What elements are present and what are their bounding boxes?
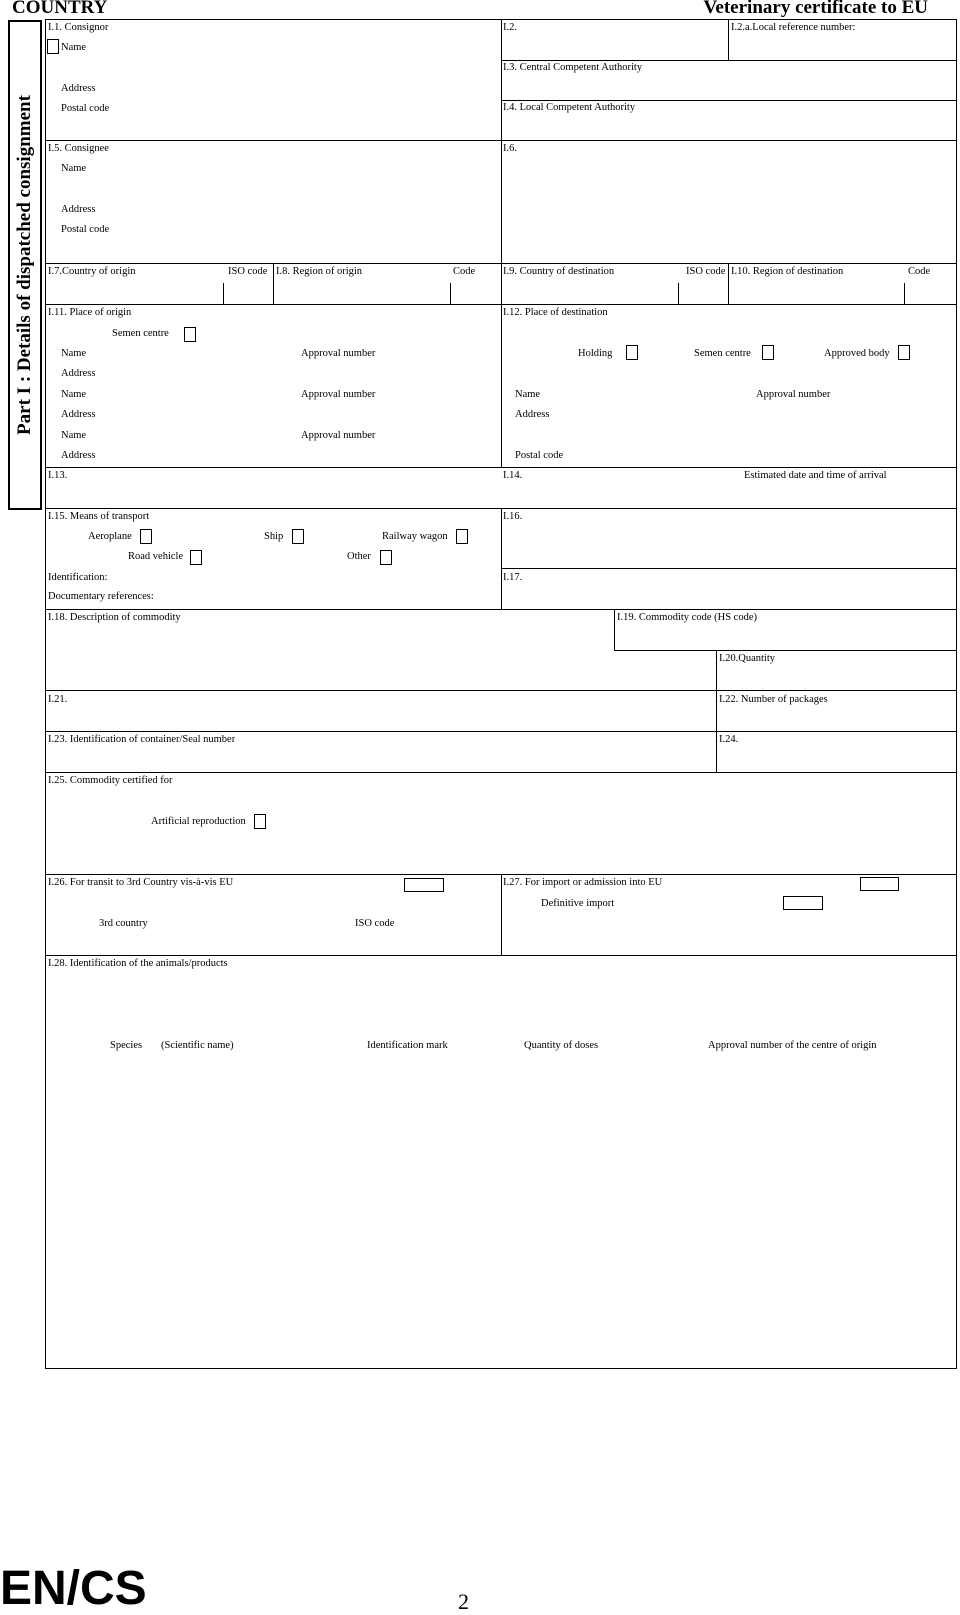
field-i27: I.27. For import or admission into EU	[503, 877, 663, 888]
transport-docs: Documentary references:	[48, 591, 154, 602]
field-i15: I.15. Means of transport	[48, 511, 150, 522]
rule-v	[273, 263, 274, 304]
rule-h	[45, 690, 957, 691]
transit-code-box[interactable]	[404, 878, 444, 892]
dest-name: Name	[515, 389, 541, 400]
field-i5: I.5. Consignee	[48, 143, 109, 154]
field-i6: I.6.	[503, 143, 517, 154]
transport-ship: Ship	[264, 531, 284, 542]
field-i10: I.10. Region of destination	[731, 266, 844, 277]
col-species: Species	[110, 1040, 143, 1051]
other-checkbox[interactable]	[380, 550, 392, 565]
part-label: Part I : Details of dispatched consignment	[14, 95, 35, 435]
rule-h	[45, 772, 957, 773]
field-i12: I.12. Place of destination	[503, 307, 608, 318]
field-i9-iso: ISO code	[686, 266, 726, 277]
consignor-postal: Postal code	[61, 103, 110, 114]
dest-body-checkbox[interactable]	[898, 345, 910, 360]
artificial-reproduction-checkbox[interactable]	[254, 814, 266, 829]
road-checkbox[interactable]	[190, 550, 202, 565]
origin-address-2: Address	[61, 409, 96, 420]
transport-other: Other	[347, 551, 371, 562]
origin-approval-3: Approval number	[301, 430, 376, 441]
dest-address: Address	[515, 409, 550, 420]
field-i21: I.21.	[48, 694, 68, 705]
rule-v	[501, 874, 502, 955]
origin-approval-1: Approval number	[301, 348, 376, 359]
dest-approval: Approval number	[756, 389, 831, 400]
transport-aeroplane: Aeroplane	[88, 531, 132, 542]
field-i20: I.20.Quantity	[719, 653, 775, 664]
field-i18: I.18. Description of commodity	[48, 612, 181, 623]
field-i26: I.26. For transit to 3rd Country vis-à-vis EU	[48, 877, 234, 888]
transit-iso-code: ISO code	[355, 918, 395, 929]
transport-identification: Identification:	[48, 572, 108, 583]
rule-h	[45, 731, 957, 732]
field-i7-iso: ISO code	[228, 266, 268, 277]
rule-v	[501, 19, 502, 467]
field-i14: I.14.	[503, 470, 523, 481]
rule-v	[501, 508, 502, 609]
field-i16: I.16.	[503, 511, 523, 522]
field-i28: I.28. Identification of the animals/products	[48, 958, 228, 969]
dest-semen-checkbox[interactable]	[762, 345, 774, 360]
railway-checkbox[interactable]	[456, 529, 468, 544]
rule-v	[716, 650, 717, 772]
rule-h	[501, 568, 957, 569]
field-i13: I.13.	[48, 470, 68, 481]
country-heading: COUNTRY	[12, 0, 108, 18]
field-i17: I.17.	[503, 572, 523, 583]
field-i4: I.4. Local Competent Authority	[503, 102, 636, 113]
consignee-address: Address	[61, 204, 96, 215]
consignee-postal: Postal code	[61, 224, 110, 235]
import-code-box[interactable]	[860, 877, 899, 891]
field-i10-code: Code	[908, 266, 931, 277]
origin-semen-checkbox[interactable]	[184, 327, 196, 342]
field-i22: I.22. Number of packages	[719, 694, 828, 705]
field-i11: I.11. Place of origin	[48, 307, 132, 318]
rule-h	[501, 60, 957, 61]
rule-h	[45, 609, 957, 610]
dest-holding: Holding	[578, 348, 613, 359]
field-i2: I.2.	[503, 22, 517, 33]
transport-railway: Railway wagon	[382, 531, 448, 542]
field-i8-code: Code	[453, 266, 476, 277]
origin-name-2: Name	[61, 389, 87, 400]
field-i23: I.23. Identification of container/Seal number	[48, 734, 236, 745]
field-i7: I.7.Country of origin	[48, 266, 136, 277]
field-i19: I.19. Commodity code (HS code)	[617, 612, 757, 623]
page-number: 2	[458, 1589, 469, 1614]
dest-postal: Postal code	[515, 450, 564, 461]
field-i1: I.1. Consignor	[48, 22, 109, 33]
tick-iso-dest	[678, 283, 679, 304]
tick-code-dest	[904, 283, 905, 304]
col-identification-mark: Identification mark	[367, 1040, 448, 1051]
field-i25: I.25. Commodity certified for	[48, 775, 173, 786]
origin-address-3: Address	[61, 450, 96, 461]
artificial-reproduction: Artificial reproduction	[151, 816, 246, 827]
origin-name-3: Name	[61, 430, 87, 441]
dest-approved-body: Approved body	[824, 348, 890, 359]
dest-holding-checkbox[interactable]	[626, 345, 638, 360]
rule-h	[501, 100, 957, 101]
certificate-title: Veterinary certificate to EU	[703, 0, 928, 18]
field-i2a: I.2.a.Local reference number:	[731, 22, 856, 33]
rule-h	[45, 955, 957, 956]
part-label-box	[8, 20, 42, 510]
tick-iso-origin	[223, 283, 224, 304]
origin-address-1: Address	[61, 368, 96, 379]
field-i8: I.8. Region of origin	[276, 266, 363, 277]
language-code: EN/CS	[0, 1562, 147, 1615]
col-quantity-doses: Quantity of doses	[524, 1040, 599, 1051]
field-i14-eta: Estimated date and time of arrival	[744, 470, 887, 481]
rule-v	[728, 263, 729, 304]
field-i9: I.9. Country of destination	[503, 266, 615, 277]
consignee-name: Name	[61, 163, 87, 174]
ship-checkbox[interactable]	[292, 529, 304, 544]
col-approval-number: Approval number of the centre of origin	[708, 1040, 877, 1051]
rule-h	[614, 650, 957, 651]
definitive-import: Definitive import	[541, 898, 615, 909]
aeroplane-checkbox[interactable]	[140, 529, 152, 544]
rule-v	[728, 19, 729, 60]
consignor-checkbox[interactable]	[47, 39, 59, 54]
transit-3rd-country: 3rd country	[99, 918, 148, 929]
origin-semen-centre: Semen centre	[112, 328, 169, 339]
dest-semen-centre: Semen centre	[694, 348, 751, 359]
origin-approval-2: Approval number	[301, 389, 376, 400]
rule-v	[614, 609, 615, 650]
origin-name-1: Name	[61, 348, 87, 359]
field-i24: I.24.	[719, 734, 739, 745]
col-scientific-name: (Scientific name)	[161, 1040, 234, 1051]
field-i3: I.3. Central Competent Authority	[503, 62, 643, 73]
tick-code-origin	[450, 283, 451, 304]
rule-h	[45, 467, 957, 468]
consignor-address: Address	[61, 83, 96, 94]
transport-road: Road vehicle	[128, 551, 184, 562]
consignor-name: Name	[61, 42, 87, 53]
definitive-import-box[interactable]	[783, 896, 823, 910]
